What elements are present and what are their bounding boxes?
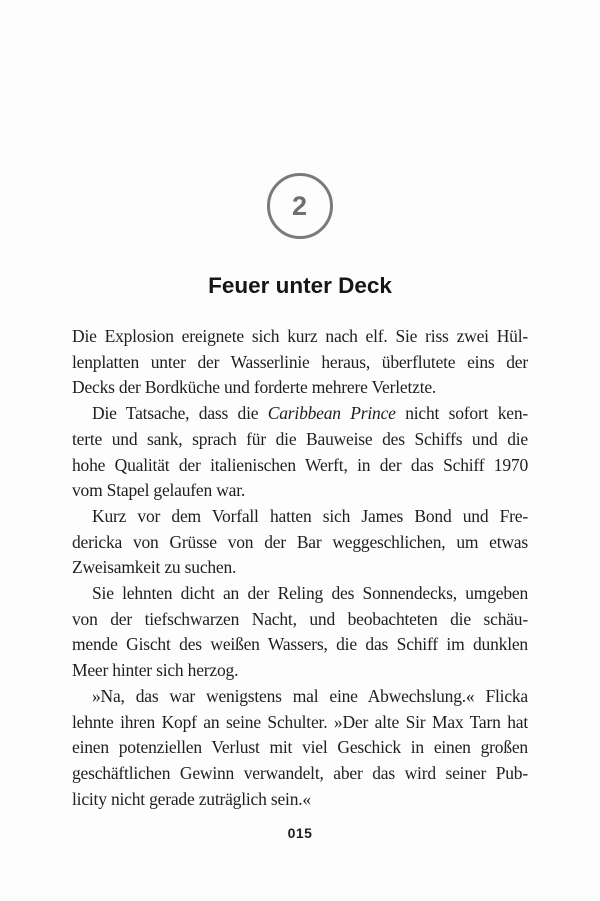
text-line: terte und sank, sprach für die Bauweise des Schiffs und die [72, 428, 528, 449]
text-line: Die Explosion ereignete sich kurz nach elf. Sie riss zwei Hül- [72, 326, 528, 346]
paragraph [72, 324, 528, 401]
text-line: geschäftlichen Gewinn verwandelt, aber das wird seiner Pub- [72, 762, 528, 783]
text-line: einen potenziellen Verlust mit viel Geschick in einen großen [72, 737, 528, 758]
chapter-number: 2 [291, 191, 308, 221]
text-line: Sie lehnten dicht an der Reling des Sonnendecks, umgeben [92, 583, 528, 604]
text-line: lehnte ihren Kopf an seine Schulter. »Der alte Sir Max Tarn hat [72, 711, 528, 732]
text-line: Die Tatsache, dass die Caribbean Prince nicht sofort ken- [92, 403, 528, 424]
text-line: Meer hinter sich herzog. [72, 660, 239, 681]
text-line: »Na, das war wenigstens mal eine Abwechslung.« Flicka [92, 685, 528, 706]
text-line: Decks der Bordküche und forderte mehrere Verletzte. [72, 377, 437, 398]
chapter-number-circle [267, 173, 333, 239]
text-line: Kurz vor dem Vorfall hatten sich James Bond und Fre- [92, 505, 528, 526]
paragraph [72, 581, 528, 684]
body-text [72, 324, 528, 812]
text-line: lenplatten unter der Wasserlinie heraus, überflutete eins der [72, 351, 528, 372]
text-line: vom Stapel gelaufen war. [72, 480, 246, 501]
text-line: licity nicht gerade zuträglich sein.« [72, 788, 311, 809]
text-line: Zweisamkeit zu suchen. [72, 557, 237, 578]
text-line: von der tiefschwarzen Nacht, und beobachteten die schäu- [72, 608, 528, 629]
paragraph [72, 504, 528, 581]
chapter-title: Feuer unter Deck [208, 273, 392, 298]
paragraph [72, 684, 528, 813]
page-number: 015 [287, 825, 313, 841]
text-line: mende Gischt des weißen Wassers, die das Schiff im dunklen [72, 634, 528, 655]
text-line: hohe Qualität der italienischen Werft, in der das Schiff 1970 [72, 454, 528, 475]
paragraph [72, 401, 528, 504]
text-line: dericka von Grüsse von der Bar weggeschlichen, um etwas [72, 531, 528, 552]
